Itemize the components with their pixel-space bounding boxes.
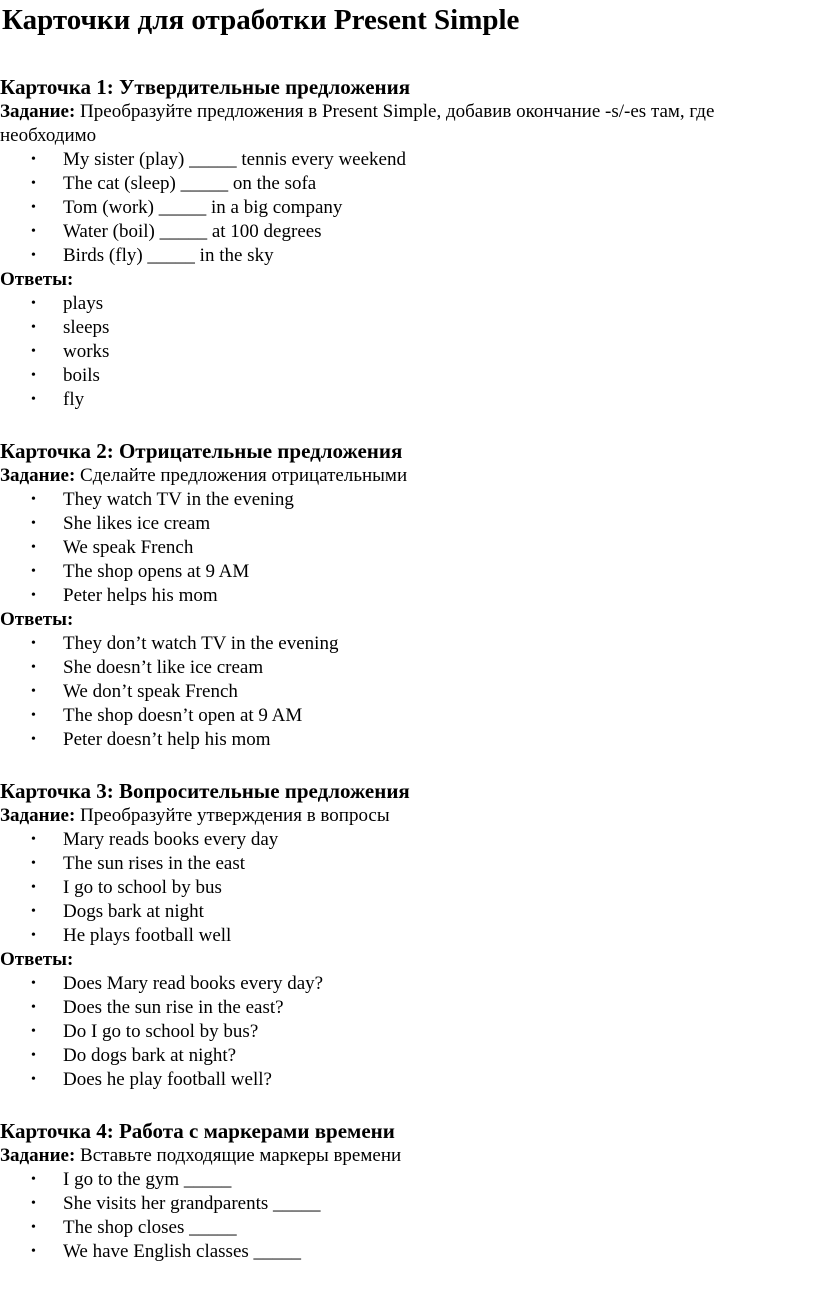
list-item	[0, 196, 810, 220]
bullet-icon: •	[31, 540, 36, 555]
bullet-icon: •	[31, 684, 36, 699]
list-item	[0, 852, 810, 876]
exercise-item: Mary reads books every day	[63, 829, 279, 850]
card-title: Карточка 3: Вопросительные предложения	[0, 779, 410, 803]
list-item	[0, 512, 810, 536]
list-item	[0, 340, 810, 364]
answer-item: We don’t speak French	[63, 681, 238, 702]
list-item	[0, 1216, 810, 1240]
task-text: Преобразуйте утверждения в вопросы	[80, 805, 390, 826]
answer-item: works	[63, 341, 110, 362]
task-line	[0, 1144, 810, 1168]
bullet-icon: •	[31, 1172, 36, 1187]
card-3	[0, 778, 810, 1092]
bullet-icon: •	[31, 320, 36, 335]
answer-item: Does he play football well?	[63, 1069, 272, 1090]
list-item	[0, 900, 810, 924]
bullet-icon: •	[31, 368, 36, 383]
answer-item: boils	[63, 365, 100, 386]
list-item	[0, 388, 810, 412]
list-item	[0, 244, 810, 268]
list-item	[0, 292, 810, 316]
exercise-list	[0, 1168, 810, 1264]
bullet-icon: •	[31, 516, 36, 531]
task-line	[0, 804, 810, 828]
bullet-icon: •	[31, 392, 36, 407]
answer-item: They don’t watch TV in the evening	[63, 633, 339, 654]
exercise-item: Peter helps his mom	[63, 585, 218, 606]
task-line	[0, 100, 810, 148]
answer-item: plays	[63, 293, 104, 314]
exercise-item: My sister (play) _____ tennis every weekend	[63, 149, 406, 170]
card-title: Карточка 2: Отрицательные предложения	[0, 439, 403, 463]
exercise-item: Water (boil) _____ at 100 degrees	[63, 221, 322, 242]
list-item	[0, 1020, 810, 1044]
task-label: Задание:	[0, 805, 76, 826]
exercise-item: He plays football well	[63, 925, 232, 946]
list-item	[0, 1044, 810, 1068]
card-title: Карточка 4: Работа с маркерами времени	[0, 1119, 395, 1143]
bullet-icon: •	[31, 176, 36, 191]
bullet-icon: •	[31, 1072, 36, 1087]
list-item	[0, 632, 810, 656]
list-item	[0, 560, 810, 584]
list-item	[0, 728, 810, 752]
list-item	[0, 316, 810, 340]
bullet-icon: •	[31, 832, 36, 847]
task-text: Вставьте подходящие маркеры времени	[80, 1145, 402, 1166]
answer-item: She doesn’t like ice cream	[63, 657, 264, 678]
bullet-icon: •	[31, 660, 36, 675]
exercise-item: The shop opens at 9 AM	[63, 561, 250, 582]
bullet-icon: •	[31, 1244, 36, 1259]
bullet-icon: •	[31, 1220, 36, 1235]
bullet-icon: •	[31, 248, 36, 263]
card-4	[0, 1118, 810, 1264]
bullet-icon: •	[31, 708, 36, 723]
task-line	[0, 464, 810, 488]
task-label: Задание:	[0, 465, 76, 486]
list-item	[0, 488, 810, 512]
bullet-icon: •	[31, 296, 36, 311]
list-item	[0, 876, 810, 900]
exercise-item: She likes ice cream	[63, 513, 211, 534]
list-item	[0, 220, 810, 244]
list-item	[0, 828, 810, 852]
list-item	[0, 924, 810, 948]
bullet-icon: •	[31, 1196, 36, 1211]
list-item	[0, 972, 810, 996]
exercise-list	[0, 148, 810, 268]
answer-item: sleeps	[63, 317, 110, 338]
card-1	[0, 74, 810, 412]
task-text: Преобразуйте предложения в Present Simple, добавив окончание -s/-es там, где необходимо	[0, 101, 715, 146]
list-item	[0, 656, 810, 680]
bullet-icon: •	[31, 1048, 36, 1063]
exercise-item: The sun rises in the east	[63, 853, 246, 874]
bullet-icon: •	[31, 588, 36, 603]
answers-list	[0, 632, 810, 752]
bullet-icon: •	[31, 928, 36, 943]
exercise-item: I go to school by bus	[63, 877, 222, 898]
answer-item: Do I go to school by bus?	[63, 1021, 259, 1042]
answers-label: Ответы:	[0, 949, 74, 970]
bullet-icon: •	[31, 344, 36, 359]
answers-list	[0, 292, 810, 412]
task-text: Сделайте предложения отрицательными	[80, 465, 408, 486]
answer-item: Peter doesn’t help his mom	[63, 729, 271, 750]
list-item	[0, 584, 810, 608]
bullet-icon: •	[31, 1000, 36, 1015]
answers-label: Ответы:	[0, 609, 74, 630]
list-item	[0, 680, 810, 704]
list-item	[0, 1168, 810, 1192]
exercise-item: Dogs bark at night	[63, 901, 204, 922]
bullet-icon: •	[31, 856, 36, 871]
list-item	[0, 1192, 810, 1216]
bullet-icon: •	[31, 976, 36, 991]
answers-label: Ответы:	[0, 269, 74, 290]
answers-list	[0, 972, 810, 1092]
exercise-item: They watch TV in the evening	[63, 489, 294, 510]
bullet-icon: •	[31, 732, 36, 747]
exercise-list	[0, 488, 810, 608]
task-label: Задание:	[0, 1145, 76, 1166]
list-item	[0, 364, 810, 388]
bullet-icon: •	[31, 200, 36, 215]
list-item	[0, 996, 810, 1020]
answer-item: The shop doesn’t open at 9 AM	[63, 705, 303, 726]
list-item	[0, 148, 810, 172]
exercise-item: She visits her grandparents _____	[63, 1193, 321, 1214]
task-label: Задание:	[0, 101, 76, 122]
answer-item: Does Mary read books every day?	[63, 973, 324, 994]
bullet-icon: •	[31, 224, 36, 239]
bullet-icon: •	[31, 492, 36, 507]
bullet-icon: •	[31, 152, 36, 167]
answer-item: fly	[63, 389, 85, 410]
page-title: Карточки для отработки Present Simple	[2, 4, 520, 36]
exercise-item: Birds (fly) _____ in the sky	[63, 245, 274, 266]
list-item	[0, 1240, 810, 1264]
bullet-icon: •	[31, 564, 36, 579]
bullet-icon: •	[31, 904, 36, 919]
bullet-icon: •	[31, 636, 36, 651]
answer-item: Do dogs bark at night?	[63, 1045, 237, 1066]
list-item	[0, 704, 810, 728]
list-item	[0, 1068, 810, 1092]
card-title: Карточка 1: Утвердительные предложения	[0, 75, 411, 99]
list-item	[0, 172, 810, 196]
exercise-item: I go to the gym _____	[63, 1169, 232, 1190]
exercise-list	[0, 828, 810, 948]
exercise-item: The cat (sleep) _____ on the sofa	[63, 173, 317, 194]
bullet-icon: •	[31, 1024, 36, 1039]
exercise-item: We have English classes _____	[63, 1241, 302, 1262]
exercise-item: Tom (work) _____ in a big company	[63, 197, 343, 218]
bullet-icon: •	[31, 880, 36, 895]
answer-item: Does the sun rise in the east?	[63, 997, 284, 1018]
exercise-item: We speak French	[63, 537, 194, 558]
exercise-item: The shop closes _____	[63, 1217, 237, 1238]
card-2	[0, 438, 810, 752]
list-item	[0, 536, 810, 560]
